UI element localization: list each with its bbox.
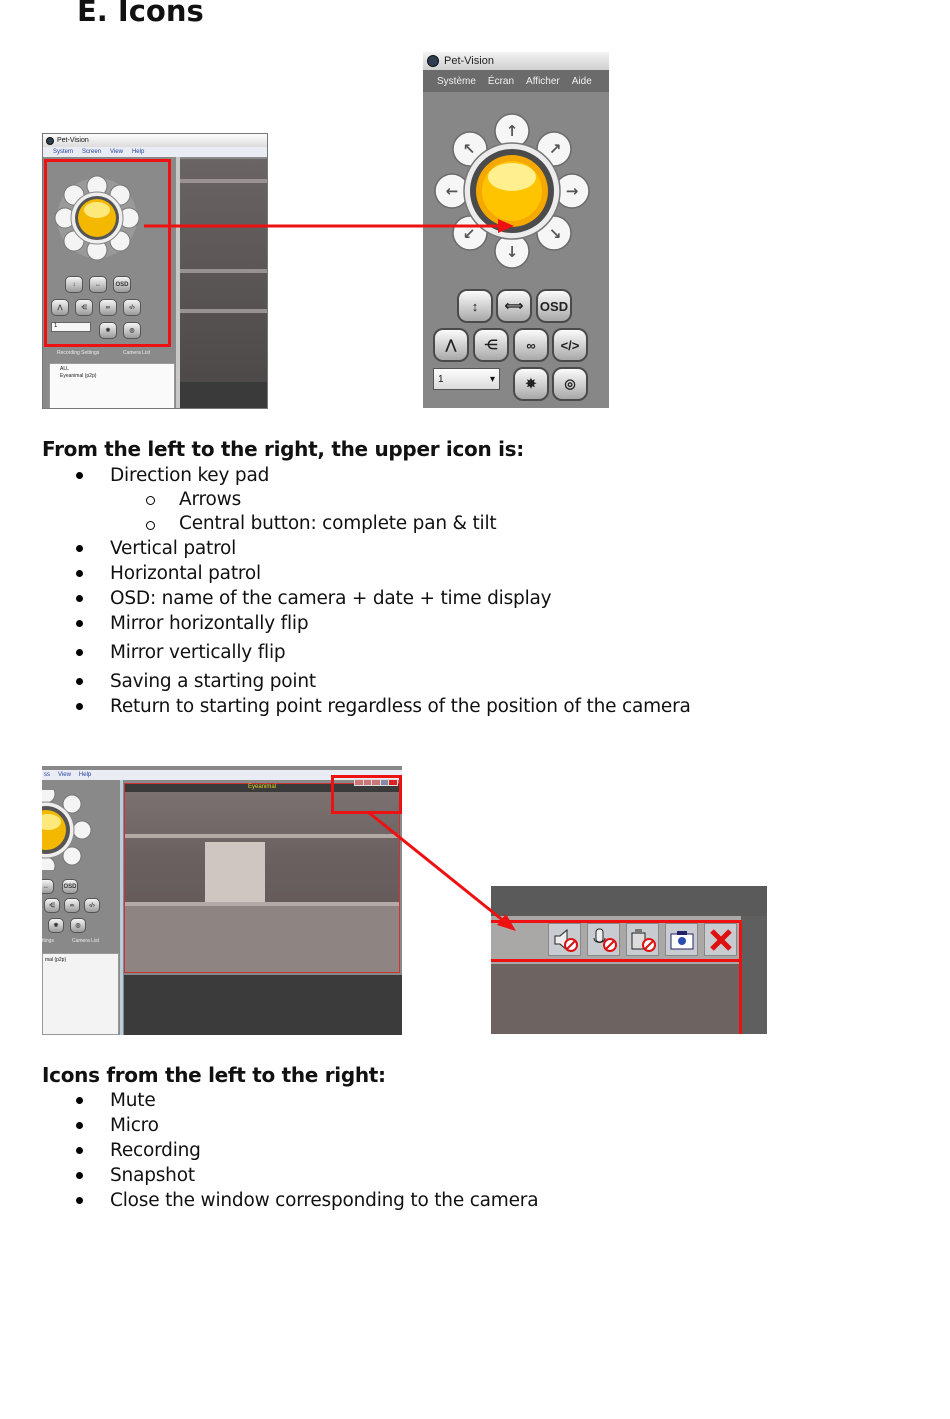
mirror-vertical-button[interactable]: ⋲ xyxy=(75,299,93,316)
video-shelf xyxy=(180,269,268,273)
horizontal-patrol-button[interactable]: ↔ xyxy=(89,276,107,293)
record-ring-button[interactable]: ◎ xyxy=(123,322,141,339)
mirror-vertical-button[interactable]: ⋲ xyxy=(473,328,509,362)
osd-button[interactable]: OSD xyxy=(62,879,78,894)
small-app-screenshot xyxy=(42,133,268,409)
title-strip xyxy=(491,886,767,916)
menu-ecran[interactable]: Écran xyxy=(487,75,515,87)
video-shelf xyxy=(125,834,399,838)
bullet-icon xyxy=(76,1122,83,1129)
large-app-screenshot xyxy=(423,52,609,408)
section-heading: From the left to the right, the upper icon is: xyxy=(42,437,524,461)
bullet-icon xyxy=(76,595,83,602)
sub-bullet-icon xyxy=(146,521,155,530)
video-cabinet xyxy=(125,906,399,972)
bullet-icon xyxy=(76,678,83,685)
title-bar xyxy=(43,134,267,147)
menu-screen[interactable]: Screen xyxy=(82,149,102,155)
sub-list-item: Central button: complete pan & tilt xyxy=(179,513,497,534)
highlight-edge xyxy=(739,922,742,1034)
record-ring-button[interactable]: ◎ xyxy=(70,918,86,933)
settings-gear-button[interactable]: ✸ xyxy=(99,322,117,339)
camera-tree xyxy=(49,363,175,409)
menu-aide[interactable]: Aide xyxy=(571,75,592,87)
preset-select-value: 1 xyxy=(438,373,444,385)
arrow-down-icon: ↓ xyxy=(505,243,519,261)
arrow-up-icon: ↑ xyxy=(505,122,519,140)
section-heading: Icons from the left to the right: xyxy=(42,1063,386,1087)
mirror-horizontal-button[interactable]: ⋀ xyxy=(433,328,469,362)
bullet-icon xyxy=(76,649,83,656)
menu-bar xyxy=(43,147,267,157)
arrow-left-icon: ← xyxy=(445,182,459,200)
list-item: Horizontal patrol xyxy=(110,563,261,584)
title-bar xyxy=(423,52,609,70)
tree-item-camera[interactable]: mal (p2p) xyxy=(45,957,67,963)
tab-camera-list[interactable]: Camera List xyxy=(72,938,99,944)
menu-afficher[interactable]: Afficher xyxy=(526,75,560,87)
menu-help[interactable]: Help xyxy=(78,772,92,778)
window-title: Pet-Vision xyxy=(444,55,494,67)
preset-select[interactable]: 1 xyxy=(51,322,91,332)
video-footer xyxy=(180,382,268,409)
list-item: Mirror vertically flip xyxy=(110,642,286,663)
menu-systeme[interactable]: Système xyxy=(437,75,476,87)
save-start-point-button[interactable]: ∞ xyxy=(513,328,549,362)
tree-item-camera[interactable]: Eyeanimal (p2p) xyxy=(60,373,97,379)
video-shelf xyxy=(180,179,268,183)
page-title: E. Icons xyxy=(77,0,204,28)
direction-key-pad[interactable] xyxy=(42,790,102,870)
menu-system-partial[interactable]: ss xyxy=(44,772,50,778)
highlight-box xyxy=(331,775,402,814)
bullet-icon xyxy=(76,472,83,479)
list-item: Saving a starting point xyxy=(110,671,316,692)
camera-tree xyxy=(42,953,119,1035)
osd-button[interactable]: OSD xyxy=(113,276,131,293)
list-item: Direction key pad xyxy=(110,465,270,486)
direction-key-pad[interactable] xyxy=(423,97,609,277)
list-item: Mute xyxy=(110,1090,156,1111)
save-start-point-button[interactable]: ∞ xyxy=(99,299,117,316)
menu-view[interactable]: View xyxy=(58,772,71,778)
bullet-icon xyxy=(76,1097,83,1104)
horizontal-patrol-button[interactable]: ⟺ xyxy=(496,289,532,323)
bullet-icon xyxy=(76,1197,83,1204)
bullet-icon xyxy=(76,545,83,552)
return-start-point-button[interactable]: </> xyxy=(552,328,588,362)
arrow-right-icon: → xyxy=(565,182,579,200)
menu-system[interactable]: System xyxy=(53,149,74,155)
tree-item-all[interactable]: ALL xyxy=(60,366,69,372)
bullet-icon xyxy=(76,1147,83,1154)
menu-help[interactable]: Help xyxy=(131,149,145,155)
save-start-point-button[interactable]: ∞ xyxy=(64,898,80,913)
return-start-point-button[interactable]: ‹/› xyxy=(84,898,100,913)
tab-recording-settings[interactable]: ttings xyxy=(42,938,54,944)
video-box xyxy=(205,842,265,902)
video-title: Eyeanimal xyxy=(125,784,399,792)
highlight-box xyxy=(491,920,742,962)
menu-view[interactable]: View xyxy=(110,149,123,155)
list-item: OSD: name of the camera + date + time display xyxy=(110,588,552,609)
video-shelf xyxy=(180,309,268,313)
vertical-patrol-button[interactable]: ↕ xyxy=(457,289,493,323)
list-item: Micro xyxy=(110,1115,159,1136)
list-item: Close the window corresponding to the camera xyxy=(110,1190,539,1211)
arrow-up-right-icon: ↗ xyxy=(548,140,562,158)
horizontal-patrol-button[interactable]: ↔ xyxy=(42,879,54,894)
toolbar-zoom xyxy=(491,886,767,1034)
record-ring-button[interactable]: ◎ xyxy=(552,367,588,401)
preset-select[interactable] xyxy=(433,368,500,390)
settings-gear-button[interactable]: ✸ xyxy=(513,367,549,401)
arrow-up-left-icon: ↖ xyxy=(462,140,476,158)
tab-recording-settings[interactable]: Recording Settings xyxy=(57,350,100,356)
mirror-horizontal-button[interactable]: ⋀ xyxy=(51,299,69,316)
mirror-vertical-button[interactable]: ⋲ xyxy=(44,898,60,913)
list-item: Vertical patrol xyxy=(110,538,237,559)
window-title: Pet-Vision xyxy=(57,137,89,144)
bullet-icon xyxy=(76,703,83,710)
app-logo-icon xyxy=(46,137,54,145)
video-footer xyxy=(124,975,402,1035)
sub-list-item: Arrows xyxy=(179,489,242,510)
list-item: Recording xyxy=(110,1140,201,1161)
list-item: Snapshot xyxy=(110,1165,195,1186)
app-logo-icon xyxy=(427,55,439,67)
camera-view-screenshot xyxy=(42,766,402,1035)
sub-bullet-icon xyxy=(146,496,155,505)
menu-bar xyxy=(423,70,609,92)
bullet-icon xyxy=(76,620,83,627)
osd-button[interactable]: OSD xyxy=(536,289,572,323)
chevron-down-icon: ▾ xyxy=(489,373,495,385)
vertical-patrol-button[interactable]: ↕ xyxy=(65,276,83,293)
arrow-down-left-icon: ↙ xyxy=(462,225,476,243)
settings-gear-button[interactable]: ✸ xyxy=(48,918,64,933)
scroll-panel xyxy=(741,916,767,1034)
list-item: Mirror horizontally flip xyxy=(110,613,309,634)
bullet-icon xyxy=(76,570,83,577)
tab-camera-list[interactable]: Camera List xyxy=(123,350,150,356)
bullet-icon xyxy=(76,1172,83,1179)
list-item: Return to starting point regardless of the position of the camera xyxy=(110,696,691,717)
camera-video xyxy=(180,159,268,409)
arrow-down-right-icon: ↘ xyxy=(548,225,562,243)
return-start-point-button[interactable]: ‹/› xyxy=(123,299,141,316)
highlight-box xyxy=(44,159,171,347)
panel-divider[interactable] xyxy=(120,780,123,1035)
